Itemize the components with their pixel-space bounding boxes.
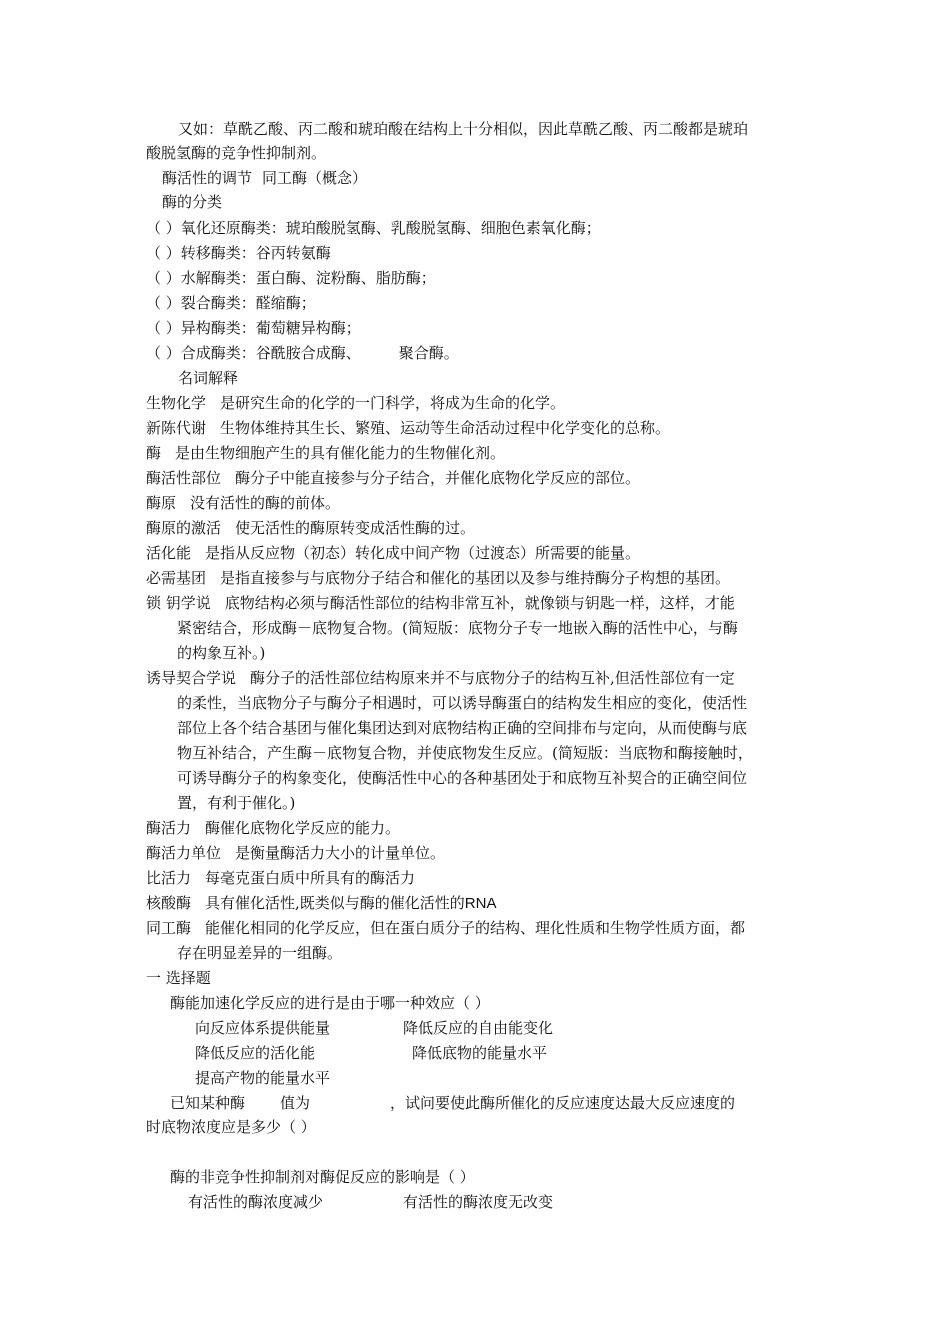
regulation-line [162,168,367,188]
classification-item [146,343,459,363]
glossary-definition: 是指从反应物（初态）转化成中间产物（过渡态）所需要的能量。 [205,544,641,562]
glossary-term: 新陈代谢 [146,419,207,437]
glossary-definition: 酶催化底物化学反应的能力。 [205,819,401,837]
regulation-topic: 同工酶（概念） [262,169,368,187]
classification-text: 异构酶类：葡萄糖异构酶； [180,319,361,337]
question-1-option: 降低反应的自由能变化 [403,1019,554,1037]
glossary-continuation: 物互补结合，产生酶－底物复合物，并使底物发生反应。(简短版：当底物和酶接触时， [177,744,753,762]
classification-heading: 酶的分类 [162,193,223,211]
glossary-definition: 是指直接参与与底物分子结合和催化的基团以及参与维持酶分子构想的基团。 [220,569,731,587]
question-3-option: 有活性的酶浓度无改变 [403,1193,554,1211]
glossary-entry [146,818,400,838]
glossary-entry [146,668,735,688]
glossary-definition: 是衡量酶活力大小的计量单位。 [235,844,446,862]
classification-text: 裂合酶类：醛缩酶； [180,294,316,312]
question-2-part-a: 已知某种酶 [170,1094,246,1112]
glossary-entry [146,843,445,863]
quiz-heading: 一 选择题 [146,969,211,987]
glossary-continuation: 的柔性，当底物分子与酶分子相遇时，可以诱导酶蛋白的结构发生相应的变化，使活性 [177,694,748,712]
glossary-continuation: 部位上各个结合基团与催化集团达到对底物结构正确的空间排布与定向，从而使酶与底 [177,719,748,737]
glossary-term: 酶原的激活 [146,519,222,537]
question-3-stem: 酶的非竞争性抑制剂对酶促反应的影响是（ ） [170,1168,475,1186]
glossary-term: 酶活性部位 [146,469,222,487]
glossary-definition: 底物结构必须与酶活性部位的结构非常互补，就像锁与钥匙一样，这样，才能 [224,594,735,612]
question-1-option: 提高产物的能量水平 [195,1069,331,1087]
glossary-term: 锁 钥学说 [146,594,211,612]
glossary-entry [146,543,640,563]
classification-text: 合成酶类：谷酰胺合成酶、 [180,344,361,362]
classification-item [146,218,601,238]
glossary-term: 比活力 [146,869,192,887]
question-2-part-b: 值为 [280,1094,311,1112]
glossary-entry [146,468,640,488]
glossary-definition: 酶分子的活性部位结构原来并不与底物分子的结构互补,但活性部位有一定 [250,669,735,687]
glossary-term: 酶活力 [146,819,192,837]
glossary-term: 同工酶 [146,919,192,937]
glossary-definition: 能催化相同的化学反应，但在蛋白质分子的结构、理化性质和生物学性质方面，都 [205,919,746,937]
classification-item [146,318,361,338]
question-3-option: 有活性的酶浓度减少 [188,1193,324,1211]
glossary-entry [146,493,340,513]
glossary-entry [146,518,475,538]
glossary-term: 诱导契合学说 [146,669,237,687]
answer-blank: （ ） [146,269,181,287]
question-1-option: 降低底物的能量水平 [412,1044,548,1062]
glossary-entry [146,393,565,413]
answer-blank: （ ） [146,344,181,362]
glossary-entry [146,443,505,463]
classification-item [146,243,331,263]
question-1-option: 降低反应的活化能 [195,1044,316,1062]
glossary-definition-rna: RNA [464,895,497,912]
glossary-definition: 没有活性的酶的前体。 [190,494,341,512]
question-1-stem: 酶能加速化学反应的进行是由于哪一种效应（ ） [170,994,490,1012]
glossary-term: 酶 [146,444,162,462]
glossary-term: 酶活力单位 [146,844,222,862]
glossary-term: 活化能 [146,544,192,562]
question-1-option: 向反应体系提供能量 [195,1019,331,1037]
glossary-definition: 每毫克蛋白质中所具有的酶活力 [205,869,416,887]
glossary-entry [146,593,735,613]
glossary-definition: 具有催化活性,既类似与酶的催化活性的 [205,894,465,912]
classification-item [146,293,316,313]
answer-blank: （ ） [146,244,181,262]
question-2-line-2: 时底物浓度应是多少（ ） [146,1118,316,1136]
answer-blank: （ ） [146,319,181,337]
glossary-continuation: 的构象互补。) [177,644,266,662]
glossary-term: 生物化学 [146,394,207,412]
glossary-entry [146,418,670,438]
classification-text: 氧化还原酶类：琥珀酸脱氢酶、乳酸脱氢酶、细胞色素氧化酶； [180,219,601,237]
regulation-heading: 酶活性的调节 [162,169,253,187]
classification-text: 转移酶类：谷丙转氨酶 [180,244,331,262]
classification-text-2: 聚合酶。 [398,344,459,362]
glossary-continuation: 紧密结合，形成酶－底物复合物。(简短版：底物分子专一地嵌入酶的活性中心，与酶 [177,619,738,637]
glossary-continuation: 可诱导酶分子的构象变化，使酶活性中心的各种基团处于和底物互补契合的正确空间位 [177,769,748,787]
glossary-continuation: 存在明显差异的一组酶。 [177,944,343,962]
glossary-term: 酶原 [146,494,177,512]
classification-text: 水解酶类：蛋白酶、淀粉酶、脂肪酶； [180,269,436,287]
glossary-entry [146,568,730,588]
glossary-definition: 使无活性的酶原转变成活性酶的过。 [235,519,476,537]
glossary-heading: 名词解释 [178,369,239,387]
glossary-continuation: 置，有利于催化。) [177,794,296,812]
answer-blank: （ ） [146,219,181,237]
glossary-entry [146,918,745,938]
glossary-term: 核酸酶 [146,894,192,912]
intro-line-1: 又如：草酰乙酸、丙二酸和琥珀酸在结构上十分相似，因此草酰乙酸、丙二酸都是琥珀 [178,120,749,138]
glossary-entry [146,868,415,888]
glossary-term: 必需基团 [146,569,207,587]
intro-line-2: 酸脱氢酶的竞争性抑制剂。 [146,144,327,162]
question-2-part-c: ，试问要使此酶所催化的反应速度达最大反应速度的 [390,1094,736,1112]
glossary-entry [146,893,496,914]
glossary-definition: 生物体维持其生长、繁殖、运动等生命活动过程中化学变化的总称。 [220,419,671,437]
answer-blank: （ ） [146,294,181,312]
glossary-definition: 酶分子中能直接参与分子结合，并催化底物化学反应的部位。 [235,469,641,487]
glossary-definition: 是由生物细胞产生的具有催化能力的生物催化剂。 [175,444,506,462]
classification-item [146,268,436,288]
glossary-definition: 是研究生命的化学的一门科学，将成为生命的化学。 [220,394,566,412]
